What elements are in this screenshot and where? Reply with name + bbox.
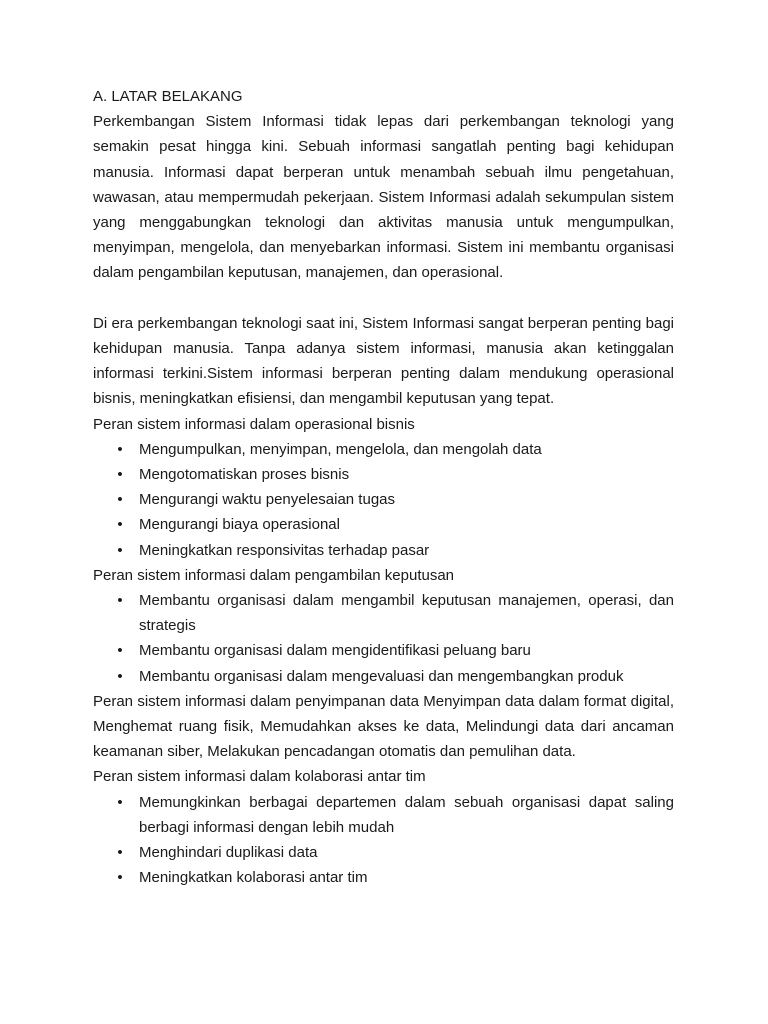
- bullet-icon: •: [117, 440, 123, 458]
- list-kolaborasi: [93, 790, 674, 891]
- list-item: • Meningkatkan kolaborasi antar tim: [93, 865, 674, 890]
- document-page: [93, 84, 674, 890]
- list-item: • Memungkinkan berbagai departemen dalam sebuah organisasi dapat saling berbagi informasi dengan lebih mudah: [93, 790, 674, 840]
- bullet-icon: •: [117, 667, 123, 685]
- bullet-icon: •: [117, 491, 123, 509]
- bullet-icon: •: [117, 844, 123, 862]
- list-keputusan: [93, 588, 674, 689]
- list-item: • Meningkatkan responsivitas terhadap pasar: [93, 538, 674, 563]
- subsection-title-kolaborasi: Peran sistem informasi dalam kolaborasi antar tim: [93, 768, 426, 786]
- bullet-icon: •: [117, 592, 123, 610]
- list-operasional: [93, 437, 674, 563]
- bullet-icon: •: [117, 869, 123, 887]
- list-item: • Membantu organisasi dalam mengidentifikasi peluang baru: [93, 638, 674, 663]
- bullet-icon: •: [117, 516, 123, 534]
- paragraph-gap: [93, 286, 674, 311]
- list-item: • Mengurangi waktu penyelesaian tugas: [93, 487, 674, 512]
- bullet-icon: •: [117, 793, 123, 811]
- list-item: • Membantu organisasi dalam mengevaluasi dan mengembangkan produk: [93, 664, 674, 689]
- paragraph-intro: Perkembangan Sistem Informasi tidak lepas dari perkembangan teknologi yang semakin pesat hingga kini. Sebuah informasi sangatlah penting bagi kehidupan manusia. Informasi dapat berperan untuk menambah sebuah ilmu pengetahuan, wawasan, atau mempermudah pekerjaan. Sistem Informasi adalah sekumpulan sistem yang menggabungkan teknologi dan aktivitas manusia untuk mengumpulkan, menyimpan, mengelola, dan menyebarkan informasi. Sistem ini membantu organisasi dalam pengambilan keputusan, manajemen, dan operasional.: [93, 113, 674, 282]
- list-item: • Mengotomatiskan proses bisnis: [93, 462, 674, 487]
- paragraph-penyimpanan: Peran sistem informasi dalam penyimpanan data Menyimpan data dalam format digital, Menghemat ruang fisik, Memudahkan akses ke data, Melindungi data dari ancaman keamanan siber, Melakukan pencadangan otomatis dan pemulihan data.: [93, 692, 674, 761]
- subsection-title-operasional: Peran sistem informasi dalam operasional bisnis: [93, 415, 415, 433]
- section-heading: A. LATAR BELAKANG: [93, 88, 243, 105]
- bullet-icon: •: [117, 642, 123, 660]
- paragraph-era: Di era perkembangan teknologi saat ini, Sistem Informasi sangat berperan penting bagi kehidupan manusia. Tanpa adanya sistem informasi, manusia akan ketinggalan informasi terkini.Sistem informasi berperan penting dalam mendukung operasional bisnis, meningkatkan efisiensi, dan mengambil keputusan yang tepat.: [93, 314, 674, 408]
- list-item: • Mengumpulkan, menyimpan, mengelola, dan mengolah data: [93, 437, 674, 462]
- list-item: • Menghindari duplikasi data: [93, 840, 674, 865]
- subsection-title-keputusan: Peran sistem informasi dalam pengambilan keputusan: [93, 566, 455, 584]
- list-item: • Membantu organisasi dalam mengambil keputusan manajemen, operasi, dan strategis: [93, 588, 674, 638]
- bullet-icon: •: [117, 466, 123, 484]
- list-item: • Mengurangi biaya operasional: [93, 512, 674, 537]
- bullet-icon: •: [117, 541, 123, 559]
